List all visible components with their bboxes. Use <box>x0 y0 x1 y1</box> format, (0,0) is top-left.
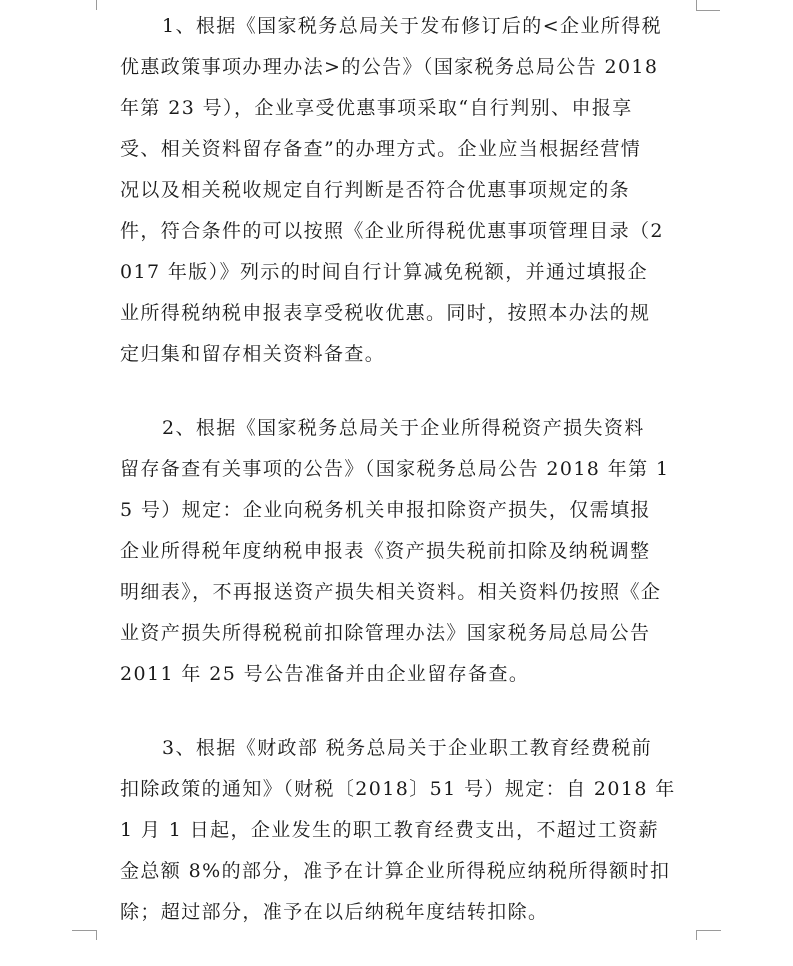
document-body <box>120 6 676 966</box>
paragraph-line: 件，符合条件的可以按照《企业所得税优惠事项管理目录（2 <box>120 220 664 242</box>
paragraph-line: 5 号）规定：企业向税务机关申报扣除资产损失，仅需填报 <box>120 499 651 521</box>
paragraph-line: 3、根据《财政部 税务总局关于企业职工教育经费税前 <box>162 737 653 759</box>
crop-mark-top-right-horizontal <box>696 10 720 11</box>
paragraph-line: 业资产损失所得税税前扣除管理办法》国家税务局总局公告 <box>120 622 651 644</box>
paragraph-line: 受、相关资料留存备查”的办理方式。企业应当根据经营情 <box>120 138 642 160</box>
paragraph-line: 留存备查有关事项的公告》（国家税务总局公告 2018 年第 1 <box>120 458 670 480</box>
paragraph-line: 1、根据《国家税务总局关于发布修订后的<企业所得税 <box>162 15 663 37</box>
crop-mark-top-right-vertical <box>696 0 697 10</box>
paragraph-line: 1 月 1 日起，企业发生的职工教育经费支出，不超过工资薪 <box>120 819 659 841</box>
crop-mark-bottom-right-horizontal <box>697 930 721 931</box>
paragraph-2 <box>120 408 676 695</box>
paragraph-line: 扣除政策的通知》（财税〔2018〕51 号）规定：自 2018 年 <box>120 778 676 800</box>
paragraph-line: 017 年版）》列示的时间自行计算减免税额，并通过填报企 <box>120 261 649 283</box>
paragraph-line: 明细表》，不再报送资产损失相关资料。相关资料仍按照《企 <box>120 581 662 603</box>
paragraph-line: 2、根据《国家税务总局关于企业所得税资产损失资料 <box>162 417 645 439</box>
paragraph-line: 企业所得税年度纳税申报表《资产损失税前扣除及纳税调整 <box>120 540 651 562</box>
crop-mark-top-left <box>96 0 97 10</box>
paragraph-line: 除；超过部分，准予在以后纳税年度结转扣除。 <box>120 901 549 923</box>
crop-mark-bottom-left-horizontal <box>72 930 96 931</box>
paragraph-line: 金总额 8%的部分，准予在计算企业所得税应纳税所得额时扣 <box>120 860 671 882</box>
paragraph-line: 年第 23 号），企业享受优惠事项采取“自行判别、申报享 <box>120 97 633 119</box>
paragraph-3 <box>120 728 676 933</box>
paragraph-line: 定归集和留存相关资料备查。 <box>120 343 386 365</box>
paragraph-line: 2011 年 25 号公告准备并由企业留存备查。 <box>120 663 530 685</box>
paragraph-line: 况以及相关税收规定自行判断是否符合优惠事项规定的条 <box>120 179 631 201</box>
paragraph-1 <box>120 6 676 375</box>
crop-mark-bottom-right-vertical <box>696 930 697 940</box>
paragraph-line: 优惠政策事项办理办法>的公告》（国家税务总局公告 2018 <box>120 56 659 78</box>
crop-mark-bottom-left-vertical <box>96 930 97 940</box>
paragraph-line: 业所得税纳税申报表享受税收优惠。同时，按照本办法的规 <box>120 302 651 324</box>
